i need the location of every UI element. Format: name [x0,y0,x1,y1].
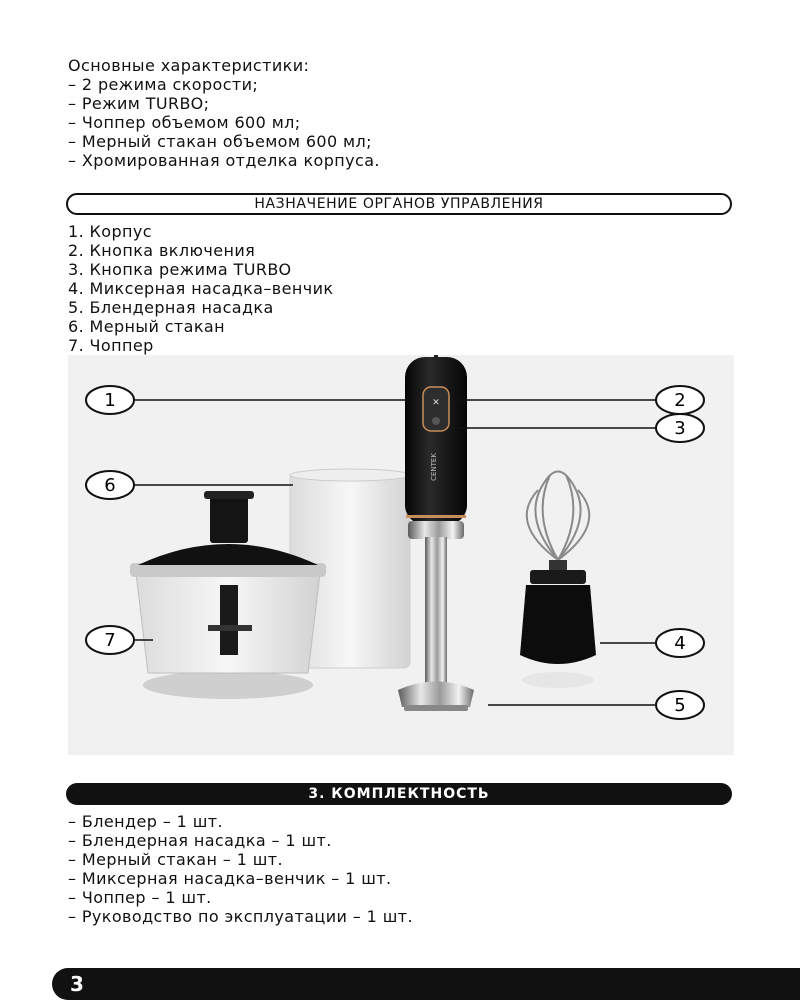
kit-item: – Мерный стакан – 1 шт. [68,850,284,869]
page-footer-bar [52,968,800,1000]
kit-item: – Блендер – 1 шт. [68,812,223,831]
controls-item: 4. Миксерная насадка–венчик [68,279,334,298]
svg-text:4: 4 [674,633,686,654]
svg-text:1: 1 [104,390,116,411]
svg-text:2: 2 [674,390,686,411]
svg-text:✕: ✕ [432,398,440,408]
features-item: – Хромированная отделка корпуса. [68,151,380,170]
controls-item: 3. Кнопка режима TURBO [68,260,292,279]
controls-item: 5. Блендерная насадка [68,298,274,317]
controls-item: 1. Корпус [68,222,152,241]
kit-item: – Чоппер – 1 шт. [68,888,212,907]
svg-text:5: 5 [674,695,686,716]
features-item: – Мерный стакан объемом 600 мл; [68,132,372,151]
features-item: – Чоппер объемом 600 мл; [68,113,301,132]
controls-item: 7. Чоппер [68,336,154,355]
kit-item: – Руководство по эксплуатации – 1 шт. [68,907,413,926]
controls-list [68,222,333,355]
kit-heading: 3. КОМПЛЕКТНОСТЬ [66,783,732,805]
features-item: – Режим TURBO; [68,94,210,113]
features-section [68,56,380,170]
callout-7 [86,626,134,654]
controls-item: 6. Мерный стакан [68,317,225,336]
callout-2 [656,386,704,414]
kit-list [68,812,413,926]
brand-label: CENTEK [430,453,438,481]
callout-5 [656,691,704,719]
kit-item: – Блендерная насадка – 1 шт. [68,831,332,850]
controls-heading: НАЗНАЧЕНИЕ ОРГАНОВ УПРАВЛЕНИЯ [66,193,732,215]
callout-1 [86,386,134,414]
svg-text:6: 6 [104,475,116,496]
callout-3 [656,414,704,442]
kit-item: – Миксерная насадка–венчик – 1 шт. [68,869,392,888]
page-number: 3 [70,972,84,996]
callout-6 [86,471,134,499]
svg-text:7: 7 [104,630,116,651]
callout-4 [656,629,704,657]
controls-item: 2. Кнопка включения [68,241,256,260]
features-item: – 2 режима скорости; [68,75,259,94]
product-illustration [68,355,734,755]
svg-text:3: 3 [674,418,686,439]
product-figure [68,355,734,755]
features-heading: Основные характеристики: [68,56,310,75]
